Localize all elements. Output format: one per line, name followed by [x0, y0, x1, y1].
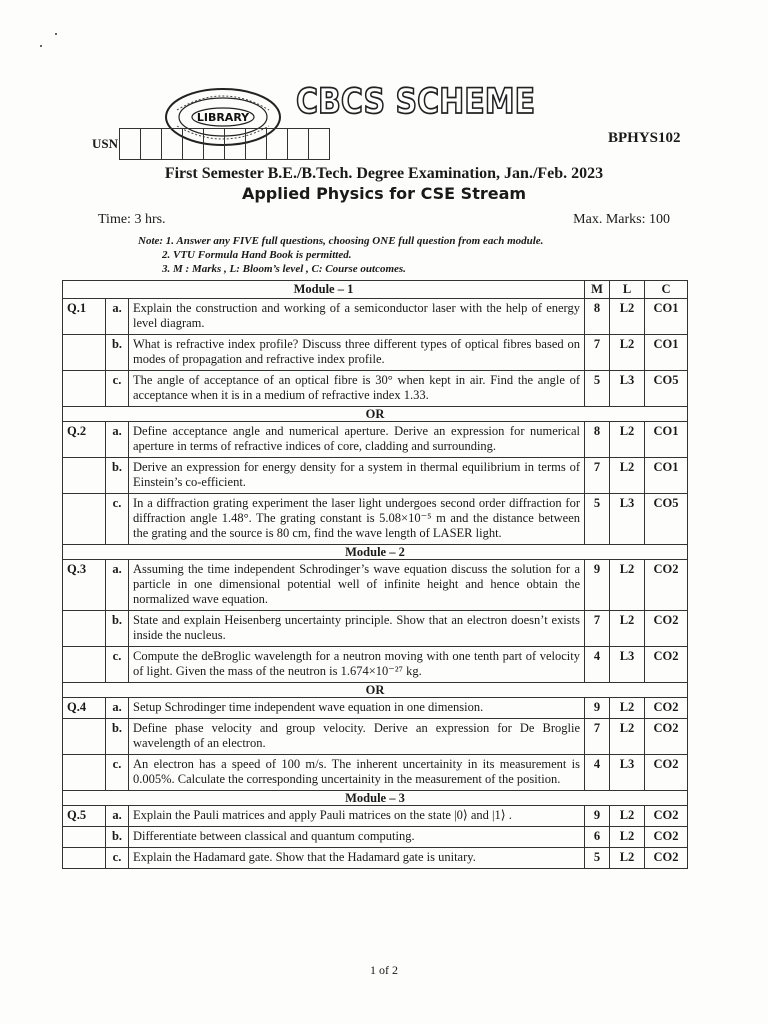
marks-cell: 8 — [585, 299, 610, 335]
question-text: In a diffraction grating experiment the laser light undergoes second order diffraction for diffraction angle 1.48°. The grating constant is 5.08×10⁻⁵ m and the distance between the grating and the source is 80 cm, find the wave length of LASER light. — [129, 494, 585, 545]
question-number — [63, 755, 106, 791]
course-outcome-cell: CO2 — [645, 848, 688, 869]
blooms-level-cell: L3 — [610, 647, 645, 683]
question-row — [63, 848, 688, 869]
blooms-level-cell: L3 — [610, 371, 645, 407]
question-row — [63, 698, 688, 719]
question-number — [63, 494, 106, 545]
question-text: The angle of acceptance of an optical fibre is 30° when kept in air. Find the angle of acceptance when it is in a medium of refractive index 1.33. — [129, 371, 585, 407]
note-line: 2. VTU Formula Hand Book is permitted. — [162, 249, 352, 261]
usn-boxes — [120, 128, 330, 160]
question-text: Explain the construction and working of a semiconductor laser with the help of energy level diagram. — [129, 299, 585, 335]
question-number — [63, 371, 106, 407]
course-outcome-cell: CO1 — [645, 335, 688, 371]
question-row — [63, 755, 688, 791]
section-label: Module – 3 — [63, 791, 688, 806]
course-outcome-cell: CO5 — [645, 494, 688, 545]
usn-label: USN — [92, 136, 119, 151]
marks-cell: 9 — [585, 698, 610, 719]
question-row — [63, 719, 688, 755]
question-part: a. — [106, 806, 129, 827]
question-part: b. — [106, 719, 129, 755]
question-number — [63, 458, 106, 494]
marks-cell: 7 — [585, 335, 610, 371]
question-text: An electron has a speed of 100 m/s. The inherent uncertainity in its measurement is 0.005%. Calculate the corresponding uncertainity in the measurement of the position. — [129, 755, 585, 791]
blooms-level-cell: L3 — [610, 755, 645, 791]
marks-cell: 9 — [585, 560, 610, 611]
question-table — [62, 280, 688, 869]
marks-cell: 5 — [585, 494, 610, 545]
exam-duration: Time: 3 hrs. — [98, 212, 166, 227]
course-outcome-cell: CO2 — [645, 560, 688, 611]
question-number: Q.3 — [63, 560, 106, 611]
question-row — [63, 422, 688, 458]
subject-title: Applied Physics for CSE Stream — [241, 184, 527, 203]
question-number — [63, 719, 106, 755]
question-part: c. — [106, 494, 129, 545]
note-line: Note: 1. Answer any FIVE full questions, choosing ONE full question from each module. — [138, 235, 544, 247]
section-label: OR — [63, 407, 688, 422]
question-part: b. — [106, 827, 129, 848]
question-part: b. — [106, 335, 129, 371]
question-row — [63, 371, 688, 407]
course-outcome-cell: CO1 — [645, 299, 688, 335]
question-text: Derive an expression for energy density for a system in thermal equilibrium in terms of Einstein’s co-efficient. — [129, 458, 585, 494]
question-number: Q.4 — [63, 698, 106, 719]
blooms-level-cell: L2 — [610, 458, 645, 494]
question-part: a. — [106, 299, 129, 335]
question-part: c. — [106, 647, 129, 683]
max-marks: Max. Marks: 100 — [573, 212, 670, 227]
blooms-level-cell: L2 — [610, 827, 645, 848]
exam-title: First Semester B.E./B.Tech. Degree Examination, Jan./Feb. 2023 — [164, 165, 604, 182]
course-outcome-cell: CO2 — [645, 647, 688, 683]
marks-cell: 9 — [585, 806, 610, 827]
section-label: Module – 2 — [63, 545, 688, 560]
question-number: Q.2 — [63, 422, 106, 458]
question-row — [63, 335, 688, 371]
course-outcome-cell: CO2 — [645, 755, 688, 791]
scan-speck — [40, 45, 42, 47]
blooms-level-cell: L2 — [610, 560, 645, 611]
stamp-text: LIBRARY — [196, 111, 250, 124]
blooms-level-cell: L2 — [610, 611, 645, 647]
question-part: a. — [106, 560, 129, 611]
course-outcome-cell: CO1 — [645, 458, 688, 494]
question-text: Assuming the time independent Schrodinger’s wave equation discuss the solution for a particle in one dimensional potential well of infinite height and hence obtain the normalized wave equation. — [129, 560, 585, 611]
question-row — [63, 494, 688, 545]
blooms-level-cell: L2 — [610, 719, 645, 755]
blooms-level-cell: L2 — [610, 422, 645, 458]
blooms-level-cell: L2 — [610, 848, 645, 869]
course-outcome-cell: CO2 — [645, 698, 688, 719]
section-label: Module – 1 — [63, 281, 585, 299]
question-row — [63, 647, 688, 683]
marks-cell: 4 — [585, 647, 610, 683]
question-row — [63, 299, 688, 335]
question-row — [63, 458, 688, 494]
course-outcome-cell: CO2 — [645, 806, 688, 827]
column-header-m: M — [585, 281, 610, 299]
question-row — [63, 560, 688, 611]
question-part: a. — [106, 422, 129, 458]
question-text: State and explain Heisenberg uncertainty principle. Show that an electron doesn’t exists inside the nucleus. — [129, 611, 585, 647]
question-part: c. — [106, 755, 129, 791]
marks-cell: 7 — [585, 611, 610, 647]
marks-cell: 4 — [585, 755, 610, 791]
question-text: Define phase velocity and group velocity. Derive an expression for De Broglie wavelength of an electron. — [129, 719, 585, 755]
blooms-level-cell: L2 — [610, 299, 645, 335]
column-header-l: L — [610, 281, 645, 299]
section-row — [63, 407, 688, 422]
course-outcome-cell: CO5 — [645, 371, 688, 407]
marks-cell: 7 — [585, 458, 610, 494]
marks-cell: 6 — [585, 827, 610, 848]
question-text: Explain the Hadamard gate. Show that the Hadamard gate is unitary. — [129, 848, 585, 869]
question-text: Setup Schrodinger time independent wave equation in one dimension. — [129, 698, 585, 719]
question-number — [63, 827, 106, 848]
course-outcome-cell: CO2 — [645, 719, 688, 755]
marks-cell: 7 — [585, 719, 610, 755]
course-outcome-cell: CO2 — [645, 611, 688, 647]
question-part: c. — [106, 371, 129, 407]
course-outcome-cell: CO2 — [645, 827, 688, 848]
question-text: Compute the deBroglic wavelength for a neutron moving with one tenth part of velocity of light. Given the mass of the neutron is 1.674×10⁻²⁷ kg. — [129, 647, 585, 683]
blooms-level-cell: L3 — [610, 494, 645, 545]
question-row — [63, 611, 688, 647]
module-header-row — [63, 281, 688, 299]
marks-cell: 8 — [585, 422, 610, 458]
marks-cell: 5 — [585, 371, 610, 407]
blooms-level-cell: L2 — [610, 698, 645, 719]
blooms-level-cell: L2 — [610, 335, 645, 371]
question-number: Q.5 — [63, 806, 106, 827]
scheme-title: CBCS SCHEME — [296, 82, 536, 123]
column-header-c: C — [645, 281, 688, 299]
question-part: c. — [106, 848, 129, 869]
course-outcome-cell: CO1 — [645, 422, 688, 458]
question-number — [63, 611, 106, 647]
subject-code: BPHYS102 — [608, 130, 681, 146]
question-number: Q.1 — [63, 299, 106, 335]
section-label: OR — [63, 683, 688, 698]
question-row — [63, 827, 688, 848]
section-row — [63, 791, 688, 806]
blooms-level-cell: L2 — [610, 806, 645, 827]
question-text: Differentiate between classical and quantum computing. — [129, 827, 585, 848]
page-number: 1 of 2 — [370, 963, 398, 977]
question-text: Explain the Pauli matrices and apply Pauli matrices on the state |0⟩ and |1⟩ . — [129, 806, 585, 827]
question-text: What is refractive index profile? Discuss three different types of optical fibres based on modes of propagation and refractive index profile. — [129, 335, 585, 371]
question-text: Define acceptance angle and numerical aperture. Derive an expression for numerical aperture in terms of refractive indices of core, cladding and surrounding. — [129, 422, 585, 458]
instructions — [138, 234, 543, 276]
marks-cell: 5 — [585, 848, 610, 869]
question-part: a. — [106, 698, 129, 719]
section-row — [63, 545, 688, 560]
scan-speck — [55, 33, 57, 35]
section-row — [63, 683, 688, 698]
question-number — [63, 848, 106, 869]
question-part: b. — [106, 611, 129, 647]
question-row — [63, 806, 688, 827]
question-number — [63, 335, 106, 371]
question-part: b. — [106, 458, 129, 494]
note-line: 3. M : Marks , L: Bloom’s level , C: Course outcomes. — [162, 263, 406, 275]
question-number — [63, 647, 106, 683]
